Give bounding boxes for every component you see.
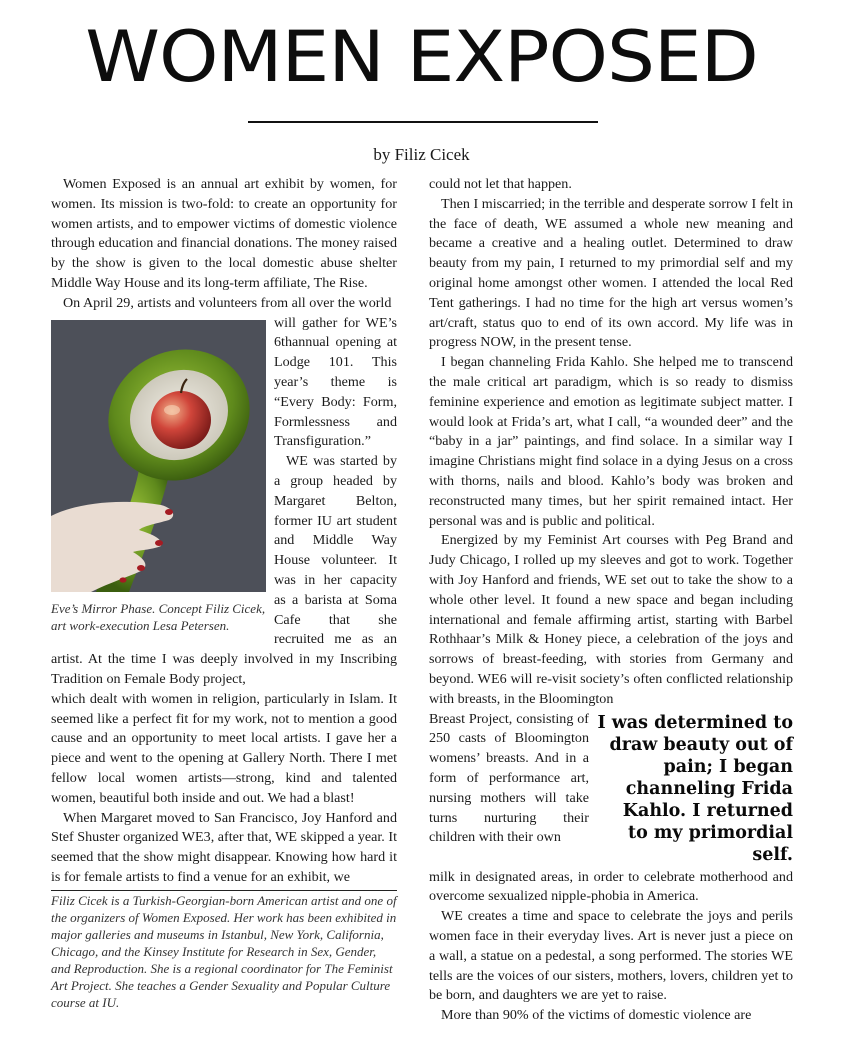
paragraph: Breast Project, consisting of 250 casts of Bloomington womens’ breasts. And in a form of performance art, nursing mothers will take turns nurturing their children with their own	[429, 710, 589, 846]
paragraph: will gather for WE’s 6thannual opening at Lodge 101. This year’s theme is “Every Body: Form, Formlessness and Transfiguration.”	[274, 314, 397, 450]
page-title: WOMEN EXPOSED	[85, 16, 758, 98]
artwork-image	[51, 320, 266, 592]
pull-quote: I was determined to draw beauty out of pain; I began channeling Frida Kahlo. I returned to my primordial self.	[597, 712, 793, 865]
paragraph: which dealt with women in religion, particularly in Islam. It seemed like a perfect fit for my work, not to mention a good cause and an opportunity to meet local artists. I gave her a piece and went to the opening at Gallery North. There I met fellow local women artists—strong, kind and talented women, beautiful both inside and out. We had a blast!	[51, 690, 397, 806]
paragraph: More than 90% of the victims of domestic violence are	[441, 1007, 752, 1024]
paragraph: I began channeling Frida Kahlo. She helped me to transcend the male critical art paradigm, which is so ready to dismiss feminine experience and emotion as legitimate subject matter. I would look at Frida’s art, what I call, “a wounded deer” and the “baby in a jar” paintings, and find solace. In a similar way I imagine Christians might find solace in a dying Jesus on a cross with thorns, nails and blood. Kahlo’s body was broken and reconstructed many times, but her spirit remained intact. Her personal was and is public and political.	[429, 354, 793, 529]
title-rule	[248, 121, 598, 123]
byline: by Filiz Cicek	[373, 145, 470, 164]
right-column	[429, 175, 793, 1026]
paragraph: WE creates a time and space to celebrate the joys and perils women face in their everyday lives. Art is never just a piece on a wall, a statue on a pedestal, a song performed. The stories WE tells are the voices of our sisters, mothers, lovers, children yet to be born, and daughters we are yet to raise.	[429, 908, 793, 1004]
author-bio: Filiz Cicek is a Turkish-Georgian-born American artist and one of the organizers of Women Exposed. Her work has been exhibited in major galleries and museums in Istanbul, New York, California, Chicago, and the Kinsey Institute for Research in Sex, Gender, and Reproduction. She is a regional coordinator for The Feminist Art Project. She teaches a Gender Sexuality and Popular Culture course at IU.	[51, 890, 397, 1011]
paragraph: could not let that happen.	[429, 176, 572, 192]
artwork-caption: Eve’s Mirror Phase. Concept Filiz Cicek, art work-execution Lesa Petersen.	[51, 600, 266, 633]
artwork-figure	[51, 320, 266, 634]
paragraph: Energized by my Feminist Art courses with Peg Brand and Judy Chicago, I rolled up my sleeves and got to work. Together with Joy Hanford and friends, WE set out to take the show to a whole other level. It found a new space and began including international and female affirming artist, starting with Barbel Rothhaar’s Milk & Honey piece, a celebration of the joys and sorrows of breast-feeding, with stories from Germany and beyond. WE6 will re-visit society’s often conflicted relationship with breasts, in the Bloomington	[429, 532, 793, 707]
paragraph: Women Exposed is an annual art exhibit by women, for women. Its mission is two-fold: to create an opportunity for women artists, and to empower victims of domestic violence through education and financial donations. The money raised by the show is given to the local domestic abuse shelter Middle Way House and its long-term affiliate, The Rise.	[51, 176, 397, 291]
paragraph: milk in designated areas, in order to celebrate motherhood and overcome sexualized nipple-phobia in America.	[429, 868, 793, 905]
paragraph: On April 29, artists and volunteers from all over the world	[63, 294, 392, 311]
paragraph: WE was started by a group headed by Margaret Belton, former IU art student and Middle Way House volunteer. It was in her capacity as a barista at Soma Cafe that she recruited me as an artist. At the time I was deeply involved in my Inscribing Tradition on Female Body project,	[51, 453, 397, 687]
mirror-apple-artwork	[51, 320, 266, 592]
paragraph: Then I miscarried; in the terrible and desperate sorrow I felt in the face of death, WE assumed a whole new meaning and became a creative and a healing outlet. Determined to draw beauty from my pain, I returned to my primordial self and my original home amongst other women. I attended the local Red Tent gatherings. I had no time for the high art versus women’s art/craft, status quo to end of its own accord. My life was in progress NOW, in the present tense.	[429, 195, 793, 351]
left-column	[51, 175, 397, 1011]
paragraph: When Margaret moved to San Francisco, Joy Hanford and Stef Shuster organized WE3, after that, WE skipped a year. It seemed that the show might disappear. Knowing how hard it is for female artists to find a venue for an exhibit, we	[51, 809, 397, 885]
